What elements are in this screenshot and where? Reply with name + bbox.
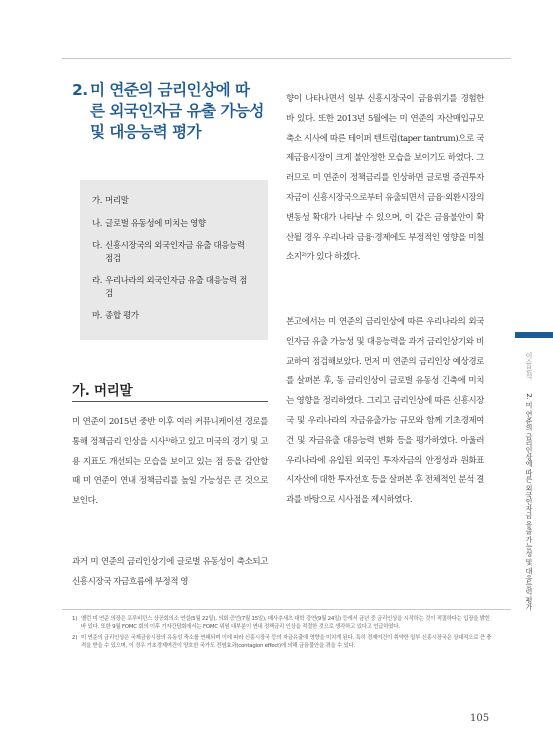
toc-item-mark: 마. bbox=[92, 310, 103, 320]
footnote-text: 미 연준의 금리인상은 국제금융시장의 유동성 축소를 연쇄되며 이에 따라 신흥시장국 등의 자금유출에 영향을 미치게 된다. 특히 경제여건이 취약한 일부 신흥시장국은 상대적으로 큰 충격을 받을 수 있으며, 이 경우 기초경제여건이 양호한 국가도 전염효과(contagion effect)에 의해 금융불안을 겪을 수 있다. bbox=[81, 635, 492, 649]
toc-item-label: 머리말 bbox=[105, 195, 129, 205]
side-label-category: 이슈분석 bbox=[525, 352, 533, 380]
footnote-number: 2) bbox=[72, 635, 78, 641]
side-label-title: 2. 미 연준의 금리인상에 따른 외국인자금 유출 가능성 및 대응능력 평가 bbox=[525, 393, 533, 611]
toc-item bbox=[92, 274, 252, 299]
toc-item bbox=[92, 217, 252, 230]
toc-item-mark: 가. bbox=[92, 195, 103, 205]
footnote bbox=[72, 634, 492, 650]
toc-item-label: 신흥시장국의 외국인자금 유출 대응능력 점검 bbox=[105, 240, 245, 263]
toc-item bbox=[92, 309, 252, 322]
body-paragraph: 본고에서는 미 연준의 금리인상에 따른 우리나라의 외국인자금 유출 가능성 및 대응능력을 과거 금리인상기와 비교하여 점검해보았다. 먼저 미 연준의 금리인상 예상경로를 살펴본 후, 동 금리인상이 글로벌 유동성 긴축에 미치는 영향을 정리하였다. 그리고 금리인상에 따른 신흥시장국 및 우리나라의 자금유출가능 규모와 함께 기초경제여건 및 자금유출 대응능력 변화 등을 평가하였다. 아울러 우리나라에 유입된 외국인 투자자금의 안정성과 원화표시자산에 대한 투자선호 등을 살펴본 후 전체적인 분석 결과를 바탕으로 시사점을 제시하였다. bbox=[286, 317, 484, 506]
body-paragraph: 미 연준이 2015년 중반 이후 여러 커뮤니케이션 경로를 통해 정책금리 인상을 시사¹⁾하고 있고 미국의 경기 및 고용 지표도 개선되는 모습을 보이고 있는 점 등을 감안할 때 미 연준이 연내 정책금리를 높일 가능성은 큰 것으로 보인다. bbox=[72, 417, 268, 507]
toc-item bbox=[92, 194, 252, 207]
page-number: 105 bbox=[470, 713, 490, 724]
footnote-rule bbox=[62, 609, 511, 610]
footnote bbox=[72, 615, 492, 631]
body-paragraph: 과거 미 연준의 금리인상기에 글로벌 유동성이 축소되고 신흥시장국 자금흐름에 부정적 영 bbox=[72, 557, 268, 587]
section-number: 2. bbox=[72, 81, 88, 99]
side-label bbox=[520, 352, 534, 610]
toc-item bbox=[92, 239, 252, 264]
toc-item-mark: 나. bbox=[92, 217, 103, 228]
heading-rule bbox=[72, 401, 268, 402]
side-tab-marker bbox=[515, 332, 553, 338]
toc-item-label: 글로벌 유동성에 미치는 영향 bbox=[105, 217, 206, 228]
toc-item-mark: 다. bbox=[92, 240, 103, 250]
toc-item-label: 우리나라의 외국인자금 유출 대응능력 점검 bbox=[105, 275, 248, 298]
top-rule bbox=[62, 58, 511, 59]
toc-item-mark: 라. bbox=[92, 275, 103, 285]
footnote-text: 옐런 미 연준 의장은 프루비던스 상공회의소 연설(5월 22일), 의회 증언(7월 15일), 매사추세츠 대학 강연(9월 24일) 등에서 금년 중 금리인상을 시작하는 것이 적절하다는 입장을 밝힌 바 있다. 또한 9월 FOMC 회의 이후 기자간담회에서는 FOMC 위원 대부분이 연내 정책금리 인상을 적절한 것으로 생각하고 있다고 언급하였다. bbox=[81, 616, 490, 630]
table-of-contents bbox=[80, 180, 268, 340]
subsection-heading: 가. 머리말 bbox=[72, 383, 133, 399]
body-paragraph: 향이 나타나면서 일부 신흥시장국이 금융위기를 경험한 바 있다. 또한 2013년 5월에는 미 연준의 자산매입규모 축소 시사에 따른 테이퍼 텐트럼(taper tantrum)으로 국제금융시장이 크게 불안정한 모습을 보이기도 하였다. 그러므로 미 연준이 정책금리를 인상하면 글로벌 증권투자자금이 신흥시장국으로부터 유출되면서 금융·외환시장의 변동성 확대가 나타날 수 있으며, 이 같은 금융불안이 확산될 경우 우리나라 금융·경제에도 부정적인 영향을 미칠 소지²⁾가 있다 하겠다. bbox=[286, 94, 484, 263]
section-title-line2: 른 외국인자금 유출 가능성 및 대응능력 평가 bbox=[90, 102, 264, 141]
footnote-number: 1) bbox=[72, 616, 78, 622]
footnotes bbox=[72, 615, 492, 653]
section-title bbox=[72, 80, 272, 143]
section-title-line1: 미 연준의 금리인상에 따 bbox=[90, 81, 250, 99]
toc-item-label: 종합 평가 bbox=[105, 310, 139, 320]
